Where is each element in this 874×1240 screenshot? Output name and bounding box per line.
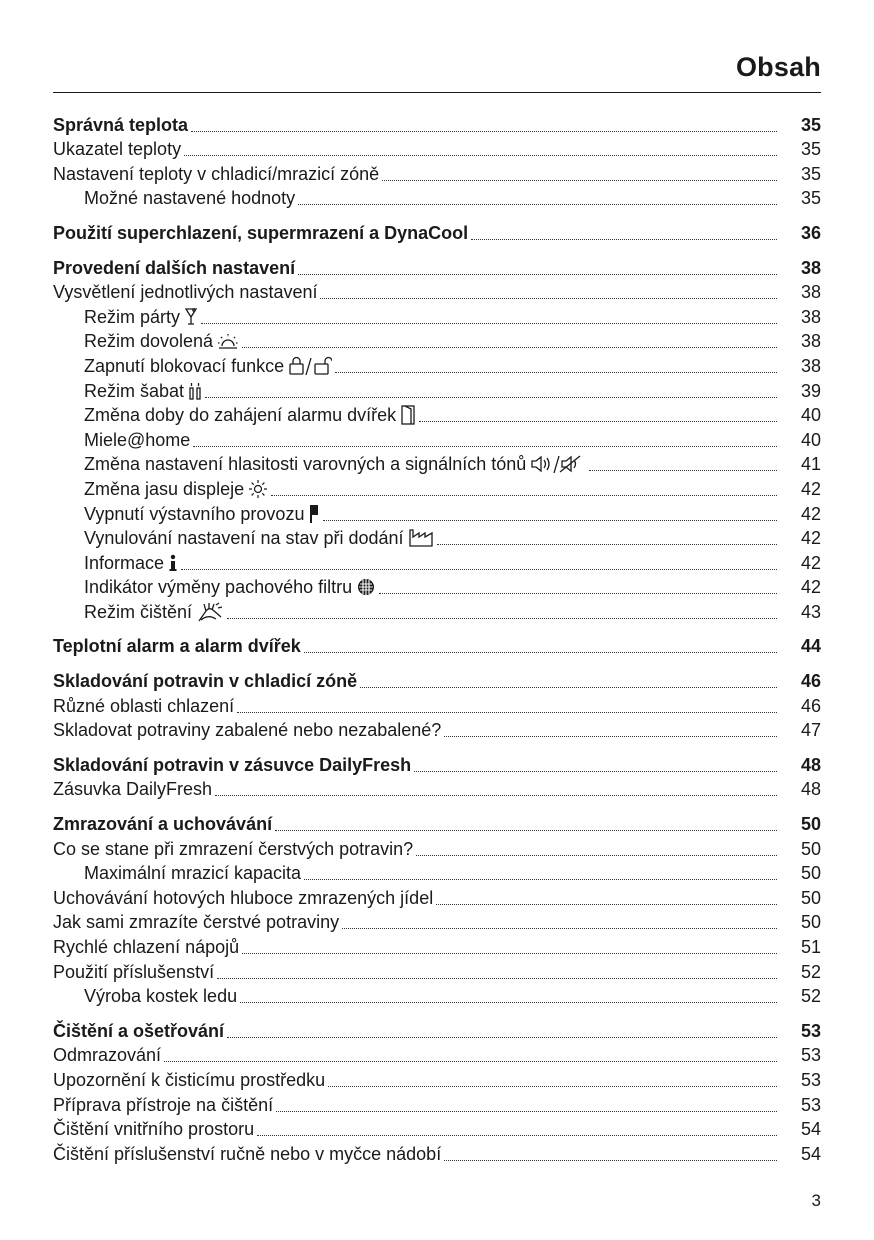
toc-page-number: 54 — [800, 1143, 821, 1164]
dot-leader — [276, 1111, 777, 1112]
dot-leader — [444, 1160, 777, 1161]
toc-section — [53, 752, 821, 801]
toc-subentry[interactable] — [53, 427, 821, 452]
dot-leader — [215, 795, 777, 796]
dot-leader — [360, 687, 777, 688]
toc-heading-entry[interactable] — [53, 634, 821, 659]
toc-page-number: 35 — [800, 163, 821, 184]
dot-leader — [242, 347, 777, 348]
toc-entry-title: Vypnutí výstavního provozu — [84, 503, 305, 524]
dot-leader — [217, 978, 777, 979]
toc-page-number: 54 — [800, 1119, 821, 1140]
toc-page-number: 53 — [800, 1020, 821, 1041]
toc-subentry[interactable] — [53, 550, 821, 575]
toc-page-number: 47 — [800, 720, 821, 741]
toc-entry-title: Použití superchlazení, supermrazení a DynaCool — [53, 222, 469, 243]
dot-leader — [382, 180, 777, 181]
toc-heading-entry[interactable] — [53, 1018, 821, 1043]
toc-entry-title: Upozornění k čisticímu prostředku — [53, 1069, 326, 1090]
toc-page-number: 52 — [800, 986, 821, 1007]
toc-entry-title: Správná teplota — [53, 114, 189, 135]
dot-leader — [342, 928, 777, 929]
toc-entry-title: Jak sami zmrazíte čerstvé potraviny — [53, 912, 340, 933]
toc-entry-title: Příprava přístroje na čištění — [53, 1094, 274, 1115]
toc-page-number: 38 — [800, 282, 821, 303]
toc-entry[interactable] — [53, 934, 821, 959]
door-icon — [400, 404, 416, 426]
toc-entry[interactable] — [53, 280, 821, 305]
toc-page-number: 46 — [800, 695, 821, 716]
toc-heading-entry[interactable] — [53, 811, 821, 836]
brightness-icon — [248, 479, 268, 499]
toc-entry-title: Rychlé chlazení nápojů — [53, 937, 240, 957]
toc-subentry[interactable] — [53, 329, 821, 354]
toc-entry-title: Různé oblasti chlazení — [53, 695, 235, 716]
toc-page-number: 38 — [800, 306, 821, 327]
toc-entry-title: Skladování potravin v zásuvce DailyFresh — [53, 754, 412, 775]
toc-subentry[interactable] — [53, 984, 821, 1009]
table-of-contents — [53, 112, 821, 1176]
dot-leader — [271, 495, 777, 496]
toc-page-number: 42 — [800, 503, 821, 524]
factory-icon — [408, 528, 434, 548]
toc-entry[interactable] — [53, 959, 821, 984]
toc-section — [53, 668, 821, 742]
toc-entry[interactable] — [53, 1092, 821, 1117]
toc-page-number: 50 — [800, 838, 821, 859]
dot-leader — [201, 323, 777, 324]
toc-entry-title: Režim párty — [84, 306, 181, 327]
toc-subentry[interactable] — [53, 575, 821, 600]
dot-leader — [437, 544, 777, 545]
toc-page-number: 38 — [800, 257, 821, 278]
toc-page-number: 51 — [800, 937, 821, 957]
toc-page-number: 53 — [800, 1045, 821, 1066]
toc-entry-title: Informace — [84, 552, 165, 573]
toc-subentry[interactable] — [53, 599, 821, 624]
toc-page-number: 50 — [800, 814, 821, 835]
toc-section — [53, 634, 821, 659]
toc-page-number: 36 — [800, 222, 821, 243]
toc-page-number: 35 — [800, 114, 821, 135]
dot-leader — [414, 771, 777, 772]
toc-subentry[interactable] — [53, 476, 821, 501]
toc-subentry[interactable] — [53, 861, 821, 886]
toc-entry-title: Změna jasu displeje — [84, 478, 245, 499]
dot-leader — [184, 155, 777, 156]
toc-heading-entry[interactable] — [53, 112, 821, 137]
dot-leader — [589, 470, 777, 471]
title-rule — [53, 92, 821, 93]
dot-leader — [298, 274, 777, 275]
dot-leader — [304, 879, 777, 880]
toc-heading-entry[interactable] — [53, 752, 821, 777]
toc-entry-title: Režim šabat — [84, 380, 185, 401]
page-number: 3 — [811, 1191, 821, 1210]
dot-leader — [193, 446, 777, 447]
speaker-mute-icon — [530, 454, 586, 474]
toc-page-number: 39 — [800, 380, 821, 401]
toc-entry[interactable] — [53, 1067, 821, 1092]
showroom-icon — [308, 504, 320, 524]
dot-leader — [205, 397, 777, 398]
toc-entry[interactable] — [53, 718, 821, 743]
toc-entry[interactable] — [53, 137, 821, 162]
dot-leader — [444, 736, 777, 737]
toc-page-number: 40 — [800, 405, 821, 426]
dot-leader — [379, 593, 777, 594]
toc-entry-title: Skladovat potraviny zabalené nebo nezabalené? — [53, 720, 442, 741]
toc-entry-title: Zásuvka DailyFresh — [53, 779, 213, 800]
toc-entry[interactable] — [53, 910, 821, 935]
toc-page-number: 35 — [800, 188, 821, 209]
dot-leader — [227, 1037, 777, 1038]
toc-heading-entry[interactable] — [53, 668, 821, 693]
toc-entry-title: Možné nastavené hodnoty — [84, 188, 296, 209]
toc-entry-title: Změna nastavení hlasitosti varovných a signálních tónů — [84, 454, 527, 475]
toc-page-number: 46 — [800, 671, 821, 692]
dot-leader — [323, 520, 777, 521]
cleaning-hand-icon — [196, 601, 224, 623]
holiday-sun-icon — [217, 332, 239, 350]
toc-entry[interactable] — [53, 693, 821, 718]
toc-subentry[interactable] — [53, 526, 821, 551]
toc-heading-entry[interactable] — [53, 220, 821, 245]
toc-heading-entry[interactable] — [53, 255, 821, 280]
dot-leader — [328, 1086, 777, 1087]
toc-entry-title: Čištění vnitřního prostoru — [53, 1119, 255, 1140]
toc-page-number: 42 — [800, 478, 821, 499]
dot-leader — [320, 298, 777, 299]
dot-leader — [335, 372, 777, 373]
toc-page-number: 42 — [800, 552, 821, 573]
toc-entry[interactable] — [53, 836, 821, 861]
toc-page-number: 50 — [800, 887, 821, 908]
toc-subentry[interactable] — [53, 304, 821, 329]
toc-page-number: 42 — [800, 577, 821, 598]
toc-entry-title: Režim dovolená — [84, 331, 214, 352]
toc-entry-title: Indikátor výměny pachového filtru — [84, 577, 353, 598]
toc-entry-title: Vynulování nastavení na stav při dodání — [84, 528, 404, 549]
sabbath-candles-icon — [188, 381, 202, 401]
dot-leader — [471, 239, 777, 240]
toc-subentry[interactable] — [53, 186, 821, 211]
toc-subentry[interactable] — [53, 452, 821, 477]
toc-page-number: 53 — [800, 1094, 821, 1115]
toc-subentry[interactable] — [53, 403, 821, 428]
toc-entry-title: Zapnutí blokovací funkce — [84, 355, 285, 376]
toc-entry-title: Uchovávání hotových hluboce zmrazených jídel — [53, 887, 434, 908]
dot-leader — [275, 830, 777, 831]
info-icon — [168, 553, 178, 573]
toc-page-number: 40 — [800, 429, 821, 450]
party-glass-icon — [184, 307, 198, 327]
page-title: Obsah — [735, 52, 821, 82]
toc-subentry[interactable] — [53, 378, 821, 403]
toc-entry[interactable] — [53, 161, 821, 186]
dot-leader — [298, 204, 777, 205]
toc-entry-title: Co se stane při zmrazení čerstvých potravin? — [53, 838, 414, 859]
toc-section — [53, 255, 821, 624]
toc-page-number: 48 — [800, 754, 821, 775]
toc-page-number: 41 — [800, 454, 821, 475]
toc-entry-title: Vysvětlení jednotlivých nastavení — [53, 282, 318, 303]
filter-icon — [356, 577, 376, 597]
dot-leader — [191, 131, 777, 132]
toc-entry[interactable] — [53, 1043, 821, 1068]
dot-leader — [416, 855, 777, 856]
toc-section — [53, 811, 821, 1008]
toc-page-number: 50 — [800, 912, 821, 933]
dot-leader — [237, 712, 777, 713]
toc-entry-title: Nastavení teploty v chladicí/mrazicí zóně — [53, 163, 380, 184]
dot-leader — [436, 904, 777, 905]
toc-entry-title: Teplotní alarm a alarm dvířek — [53, 636, 301, 657]
toc-page-number: 42 — [800, 528, 821, 549]
toc-entry-title: Skladování potravin v chladicí zóně — [53, 671, 358, 692]
toc-entry[interactable] — [53, 1141, 821, 1166]
toc-entry[interactable] — [53, 777, 821, 802]
toc-entry-title: Čištění příslušenství ručně nebo v myčce nádobí — [53, 1143, 442, 1164]
toc-page-number: 48 — [800, 779, 821, 800]
toc-entry-title: Odmrazování — [53, 1045, 162, 1066]
toc-entry-title: Použití příslušenství — [53, 961, 215, 982]
toc-page-number: 38 — [800, 331, 821, 352]
toc-subentry[interactable] — [53, 501, 821, 526]
toc-page-number: 50 — [800, 863, 821, 884]
toc-section — [53, 220, 821, 245]
toc-page-number: 43 — [800, 601, 821, 622]
toc-page-number: 52 — [800, 961, 821, 982]
toc-entry[interactable] — [53, 885, 821, 910]
toc-entry-title: Výroba kostek ledu — [84, 986, 238, 1007]
dot-leader — [164, 1061, 777, 1062]
toc-entry-title: Miele@home — [84, 429, 191, 450]
toc-entry-title: Změna doby do zahájení alarmu dvířek — [84, 405, 397, 426]
toc-section — [53, 112, 821, 210]
toc-entry-title: Režim čištění — [84, 601, 193, 622]
toc-page-number: 38 — [800, 355, 821, 376]
toc-entry[interactable] — [53, 1117, 821, 1142]
toc-entry-title: Čištění a ošetřování — [53, 1020, 225, 1041]
dot-leader — [240, 1002, 777, 1003]
toc-entry-title: Ukazatel teploty — [53, 139, 182, 160]
dot-leader — [304, 652, 777, 653]
toc-page-number: 44 — [800, 636, 821, 657]
lock-unlock-icon — [288, 356, 332, 376]
dot-leader — [242, 953, 777, 954]
dot-leader — [257, 1135, 777, 1136]
toc-page-number: 53 — [800, 1069, 821, 1090]
toc-page-number: 35 — [800, 139, 821, 160]
toc-entry-title: Maximální mrazicí kapacita — [84, 863, 302, 884]
toc-entry-title: Zmrazování a uchovávání — [53, 814, 273, 835]
toc-entry-title: Provedení dalších nastavení — [53, 257, 296, 278]
dot-leader — [227, 618, 777, 619]
toc-section — [53, 1018, 821, 1166]
dot-leader — [419, 421, 777, 422]
dot-leader — [181, 569, 777, 570]
toc-subentry[interactable] — [53, 353, 821, 378]
